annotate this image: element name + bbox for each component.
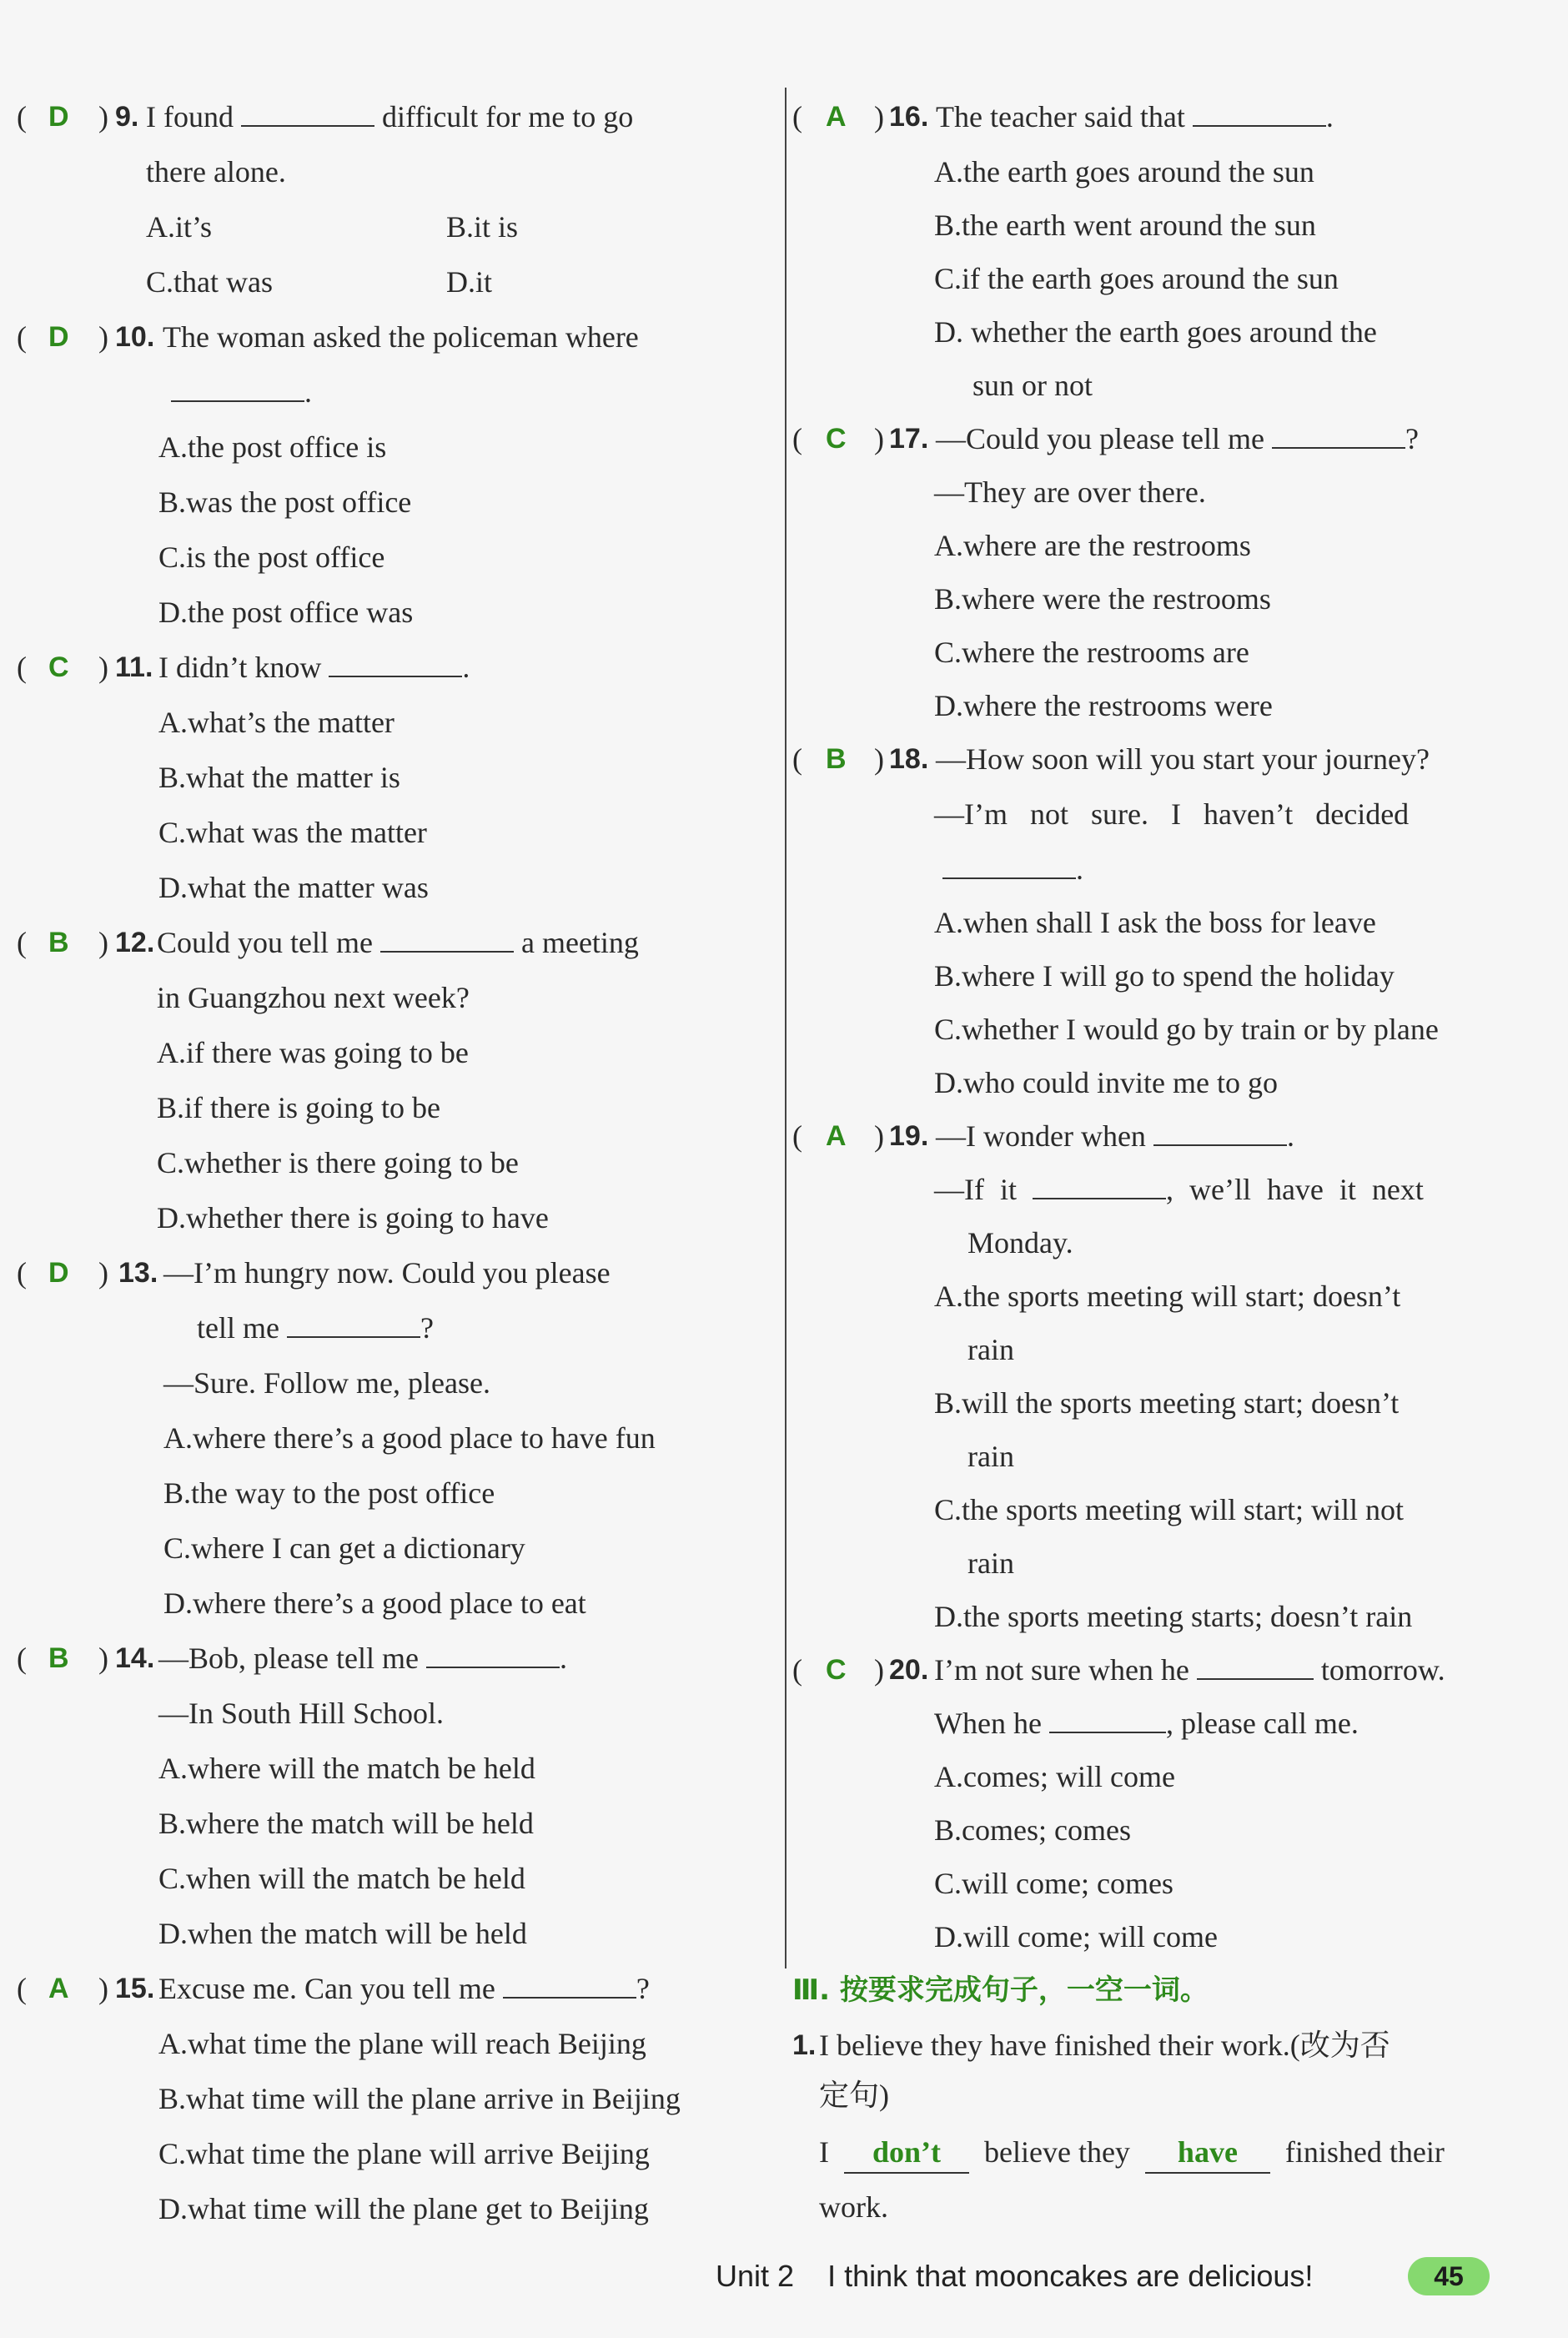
paren-close: ) xyxy=(98,100,108,133)
paren-close: ) xyxy=(98,651,108,684)
question-number-17: 17. xyxy=(889,423,929,455)
question-13-stem-2: tell me ? xyxy=(197,1311,434,1345)
paren-close: ) xyxy=(874,1119,884,1153)
section3-item1-instruction: I believe they have finished their work.(改为否 xyxy=(819,2029,1390,2062)
question-12-stem-2: in Guangzhou next week? xyxy=(157,981,470,1014)
option-17b: B.where were the restrooms xyxy=(934,582,1271,616)
option-13b: B.the way to the post office xyxy=(163,1476,495,1510)
option-10a: A.the post office is xyxy=(158,430,387,464)
paren-open: ( xyxy=(17,320,27,354)
blank xyxy=(1197,1655,1314,1680)
section3-item1-instruction-2: 定句) xyxy=(819,2079,889,2112)
question-16-stem: The teacher said that . xyxy=(936,100,1334,133)
option-15c: C.what time the plane will arrive Beijing xyxy=(158,2137,650,2170)
option-9d: D.it xyxy=(446,265,493,299)
option-16d: D. whether the earth goes around the xyxy=(934,315,1377,349)
option-20a: A.comes; will come xyxy=(934,1760,1175,1793)
option-19b-cont: rain xyxy=(967,1440,1014,1473)
blank xyxy=(287,1313,420,1338)
option-10c: C.is the post office xyxy=(158,541,385,574)
blank xyxy=(1272,424,1405,449)
page-number: 45 xyxy=(1408,2257,1490,2295)
paren-open: ( xyxy=(17,100,27,133)
option-16d-cont: sun or not xyxy=(972,369,1093,402)
option-17a: A.where are the restrooms xyxy=(934,529,1251,562)
question-number-18: 18. xyxy=(889,743,929,775)
paren-open: ( xyxy=(792,1119,802,1153)
column-divider xyxy=(785,88,787,1968)
option-11a: A.what’s the matter xyxy=(158,706,395,739)
option-18a: A.when shall I ask the boss for leave xyxy=(934,906,1376,939)
section-heading: Ⅲ. 按要求完成句子，一空一词。 xyxy=(792,1973,1209,2007)
paren-close: ) xyxy=(874,742,884,776)
blank xyxy=(503,1973,636,1999)
question-number-20: 20. xyxy=(889,1654,929,1686)
answer-19: A xyxy=(826,1120,847,1152)
question-12-stem: Could you tell me a meeting xyxy=(157,926,639,959)
paren-open: ( xyxy=(17,1256,27,1290)
question-17-stem: —Could you please tell me ? xyxy=(936,422,1419,455)
option-19d: D.the sports meeting starts; doesn’t rain xyxy=(934,1600,1413,1633)
option-11c: C.what was the matter xyxy=(158,816,427,849)
question-18-reply: —I’m not sure. I haven’t decided xyxy=(934,797,1410,831)
blank xyxy=(171,377,304,402)
option-16a: A.the earth goes around the sun xyxy=(934,155,1314,189)
option-15a: A.what time the plane will reach Beijing xyxy=(158,2027,646,2060)
option-19a-cont: rain xyxy=(967,1333,1014,1366)
question-18-reply-2: . xyxy=(942,849,1083,889)
answer-11: C xyxy=(48,651,69,683)
question-20-stem-2: When he , please call me. xyxy=(934,1707,1359,1740)
option-12a: A.if there was going to be xyxy=(157,1036,469,1069)
paren-close: ) xyxy=(874,1653,884,1687)
question-19-stem: —I wonder when . xyxy=(936,1119,1294,1153)
option-9a: A.it’s xyxy=(146,210,213,244)
question-15-stem: Excuse me. Can you tell me ? xyxy=(158,1972,650,2005)
fill-answer-1: don’t xyxy=(844,2132,969,2174)
option-9b: B.it is xyxy=(446,210,519,244)
question-number-19: 19. xyxy=(889,1120,929,1152)
option-18b: B.where I will go to spend the holiday xyxy=(934,959,1395,993)
question-number-12: 12. xyxy=(115,927,155,958)
answer-15: A xyxy=(48,1973,69,2004)
option-10b: B.was the post office xyxy=(158,485,412,519)
question-18-stem: —How soon will you start your journey? xyxy=(936,742,1430,776)
question-number-16: 16. xyxy=(889,101,929,133)
paren-close: ) xyxy=(98,1642,108,1675)
option-19c-cont: rain xyxy=(967,1546,1014,1580)
blank xyxy=(329,652,462,677)
blank xyxy=(1033,1174,1166,1199)
option-18c: C.whether I would go by train or by plane xyxy=(934,1013,1439,1046)
question-17-reply: —They are over there. xyxy=(934,475,1206,509)
option-13c: C.where I can get a dictionary xyxy=(163,1531,525,1565)
blank xyxy=(1193,102,1326,127)
option-14d: D.when the match will be held xyxy=(158,1917,527,1950)
answer-12: B xyxy=(48,927,69,958)
option-12d: D.whether there is going to have xyxy=(157,1201,549,1234)
section3-item1-answer-line-2: work. xyxy=(819,2190,888,2224)
option-17c: C.where the restrooms are xyxy=(934,636,1249,669)
paren-open: ( xyxy=(792,100,802,133)
paren-open: ( xyxy=(792,1653,802,1687)
question-number-14: 14. xyxy=(115,1642,155,1674)
option-15b: B.what time will the plane arrive in Beijing xyxy=(158,2082,681,2115)
answer-10: D xyxy=(48,321,69,353)
option-12c: C.whether is there going to be xyxy=(157,1146,519,1179)
paren-close: ) xyxy=(98,1256,108,1290)
question-19-reply: —If it , we’ll have it next xyxy=(934,1173,1424,1206)
paren-open: ( xyxy=(792,422,802,455)
option-19c: C.the sports meeting will start; will not xyxy=(934,1493,1404,1526)
section3-item-number: 1. xyxy=(792,2029,817,2061)
answer-13: D xyxy=(48,1257,69,1289)
blank xyxy=(426,1643,560,1668)
option-14b: B.where the match will be held xyxy=(158,1807,534,1840)
paren-open: ( xyxy=(17,1642,27,1675)
option-12b: B.if there is going to be xyxy=(157,1091,440,1124)
question-13-stem: —I’m hungry now. Could you please xyxy=(163,1256,611,1290)
option-13d: D.where there’s a good place to eat xyxy=(163,1586,586,1620)
option-20b: B.comes; comes xyxy=(934,1813,1131,1847)
option-18d: D.who could invite me to go xyxy=(934,1066,1278,1099)
question-13-reply: —Sure. Follow me, please. xyxy=(163,1366,490,1400)
option-16b: B.the earth went around the sun xyxy=(934,209,1316,242)
answer-14: B xyxy=(48,1642,69,1674)
blank xyxy=(1153,1121,1287,1146)
paren-open: ( xyxy=(17,1972,27,2005)
question-9-stem-2: there alone. xyxy=(146,155,286,189)
question-number-10: 10. xyxy=(115,321,155,353)
question-19-reply-2: Monday. xyxy=(967,1226,1073,1260)
paren-open: ( xyxy=(17,926,27,959)
fill-answer-2: have xyxy=(1145,2132,1270,2174)
paren-close: ) xyxy=(98,926,108,959)
question-11-stem: I didn’t know . xyxy=(158,651,470,684)
option-17d: D.where the restrooms were xyxy=(934,689,1273,722)
answer-18: B xyxy=(826,743,847,775)
answer-17: C xyxy=(826,423,847,455)
option-20d: D.will come; will come xyxy=(934,1920,1218,1953)
page-footer xyxy=(716,2256,1313,2296)
question-10-stem: The woman asked the policeman where xyxy=(163,320,639,354)
option-15d: D.what time will the plane get to Beijing xyxy=(158,2192,649,2225)
question-number-9: 9. xyxy=(115,101,139,133)
unit-title: I think that mooncakes are delicious! xyxy=(827,2259,1314,2293)
question-9-stem: I found difficult for me to go xyxy=(146,100,634,133)
question-14-stem: —Bob, please tell me . xyxy=(158,1642,567,1675)
question-number-13: 13. xyxy=(118,1257,158,1289)
blank xyxy=(380,928,514,953)
option-11b: B.what the matter is xyxy=(158,761,400,794)
answer-9: D xyxy=(48,101,69,133)
paren-open: ( xyxy=(792,742,802,776)
blank xyxy=(942,854,1076,879)
option-20c: C.will come; comes xyxy=(934,1867,1173,1900)
paren-close: ) xyxy=(98,1972,108,2005)
paren-open: ( xyxy=(17,651,27,684)
option-13a: A.where there’s a good place to have fun xyxy=(163,1421,656,1455)
question-14-reply: —In South Hill School. xyxy=(158,1697,445,1730)
question-number-15: 15. xyxy=(115,1973,155,2004)
paren-close: ) xyxy=(98,320,108,354)
paren-close: ) xyxy=(874,100,884,133)
blank xyxy=(241,102,374,127)
section3-item1-answer-line: I don’t believe they have finished their xyxy=(819,2132,1445,2174)
paren-close: ) xyxy=(874,422,884,455)
question-10-stem-2: . xyxy=(171,372,312,412)
option-14a: A.where will the match be held xyxy=(158,1752,535,1785)
option-16c: C.if the earth goes around the sun xyxy=(934,262,1339,295)
option-10d: D.the post office was xyxy=(158,596,414,629)
answer-16: A xyxy=(826,101,847,133)
blank xyxy=(1049,1708,1166,1733)
question-20-stem: I’m not sure when he tomorrow. xyxy=(934,1653,1445,1687)
answer-20: C xyxy=(826,1654,847,1686)
option-9c: C.that was xyxy=(146,265,273,299)
option-19a: A.the sports meeting will start; doesn’t xyxy=(934,1280,1401,1313)
option-14c: C.when will the match be held xyxy=(158,1862,525,1895)
option-19b: B.will the sports meeting start; doesn’t xyxy=(934,1386,1400,1420)
option-11d: D.what the matter was xyxy=(158,871,429,904)
unit-label: Unit 2 xyxy=(716,2259,795,2293)
question-number-11: 11. xyxy=(115,651,153,683)
